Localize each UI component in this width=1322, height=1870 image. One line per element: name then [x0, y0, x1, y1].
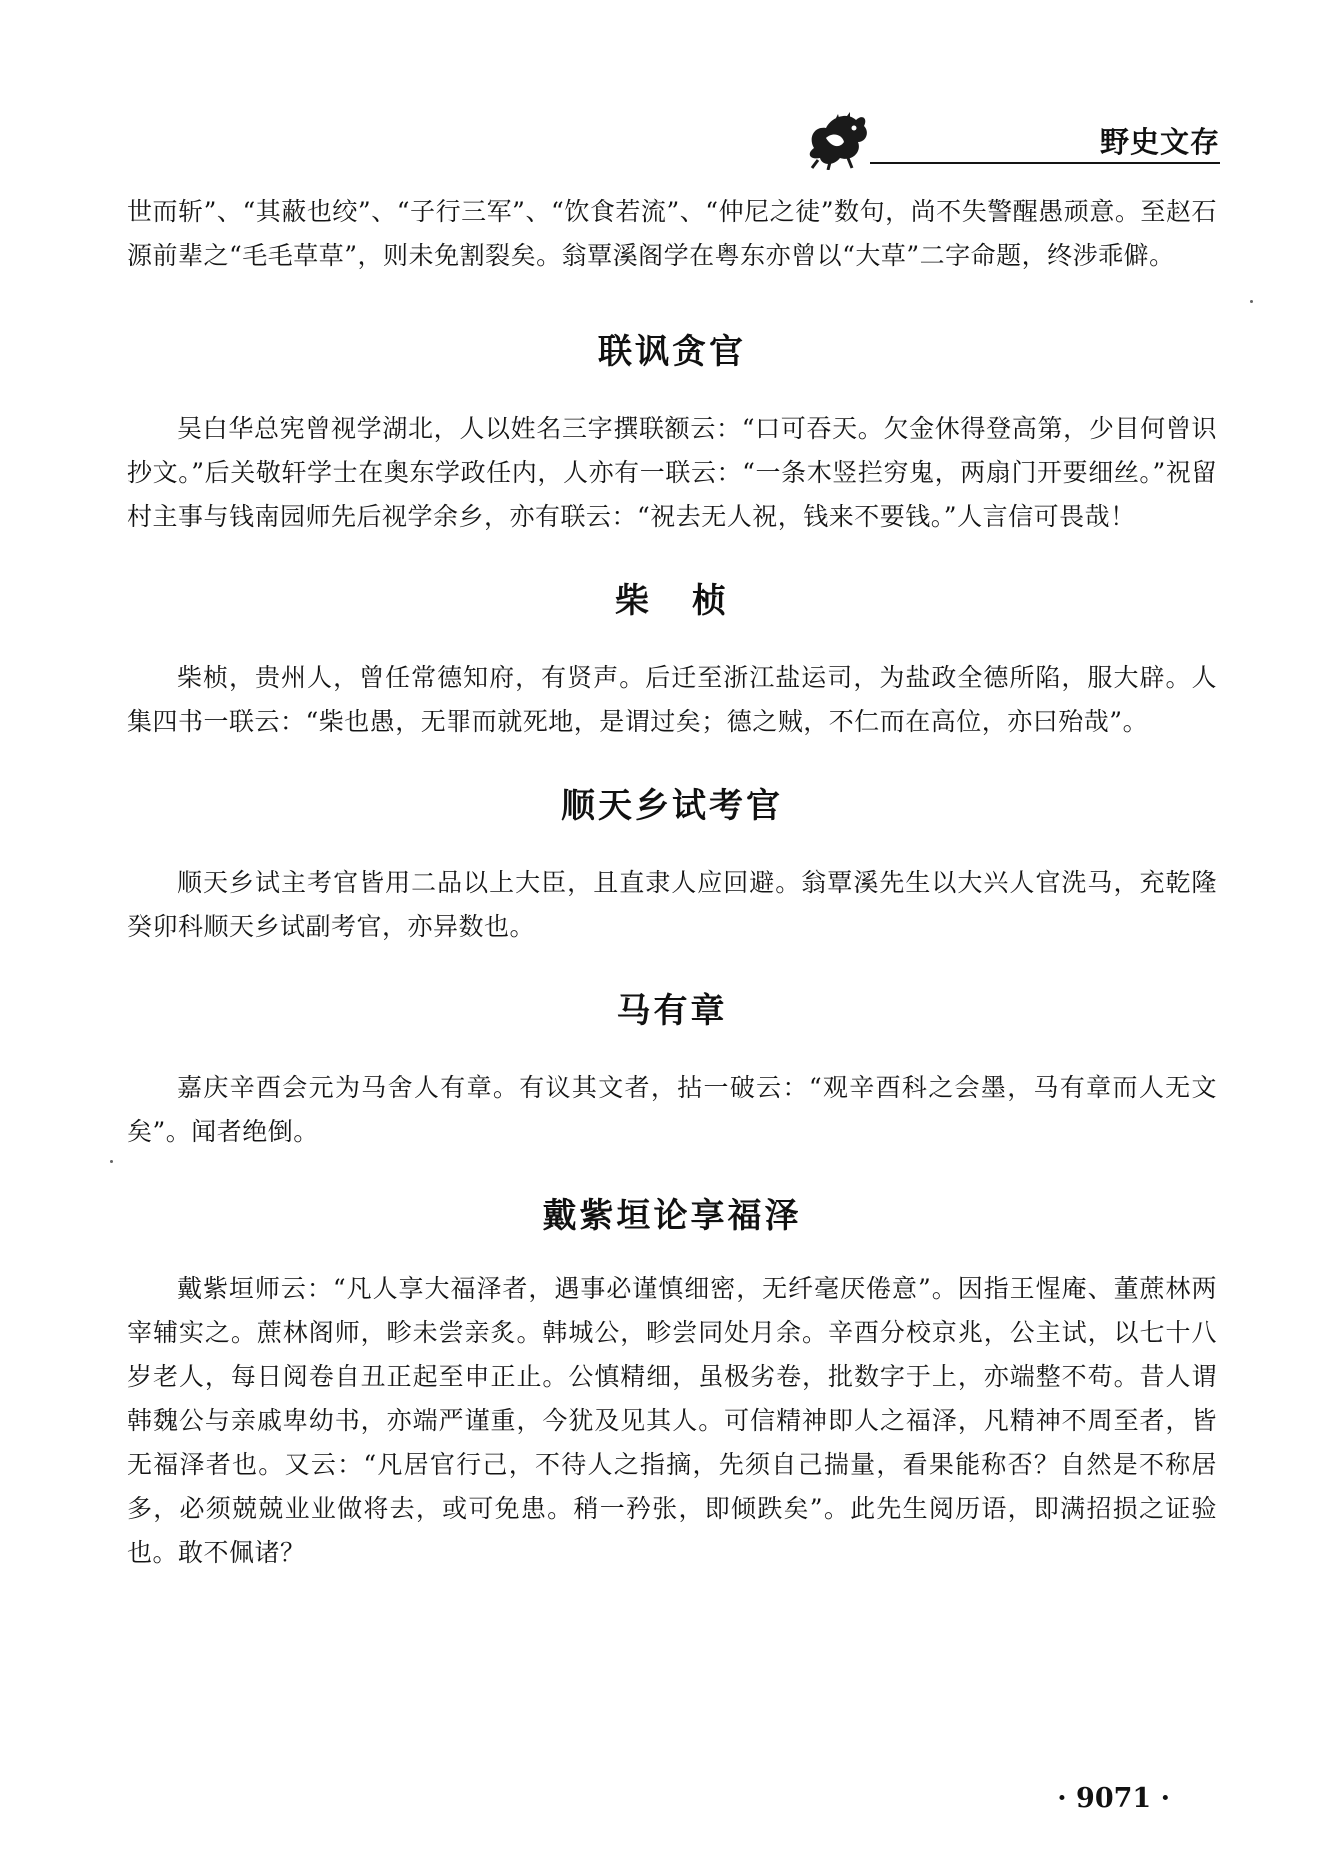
section-title: 顺天乡试考官: [561, 786, 783, 826]
section-paragraph: 顺天乡试主考官皆用二品以上大臣，且直隶人应回避。翁覃溪先生以大兴人官洗马，充乾隆癸卯科顺天乡试副考官，亦异数也。: [127, 868, 1217, 941]
section-paragraph: 吴白华总宪曾视学湖北，人以姓名三字撰联额云：“口可吞天。欠金休得登高第，少目何曾识抄文。”后关敬轩学士在奥东学政任内，人亦有一联云：“一条木竖拦穷鬼，两扇门开要细丝。”祝留村主事与钱南园师先后视学余乡，亦有联云：“祝去无人祝，钱来不要钱。”人言信可畏哉！: [127, 414, 1217, 531]
section-paragraph: 戴紫垣师云：“凡人享大福泽者，遇事必谨慎细密，无纤毫厌倦意”。因指王惺庵、董蔗林两宰辅实之。蔗林阁师，畛未尝亲炙。韩城公，畛尝同处月余。辛酉分校京兆，公主试，以七十八岁老人，每日阅卷自丑正起至申正止。公慎精细，虽极劣卷，批数字于上，亦端整不苟。昔人谓韩魏公与亲戚卑幼书，亦端严谨重，今犹及见其人。可信精神即人之福泽，凡精神不周至者，皆无福泽者也。又云：“凡居官行己，不待人之指摘，先须自己揣量，看果能称否？自然是不称居多，必须兢兢业业做将去，或可免患。稍一矜张，即倾跌矣”。此先生阅历语，即满招损之证验也。敢不佩诸？: [127, 1274, 1217, 1567]
series-title: 野史文存: [1099, 125, 1220, 159]
scan-speck: [110, 1160, 113, 1163]
section-title: 戴紫垣论享福泽: [542, 1196, 802, 1236]
section-title: [127, 573, 1217, 622]
section-title-part: 桢: [692, 581, 729, 621]
intro-paragraph: 世而斩”、“其蔽也绞”、“子行三军”、“饮食若流”、“仲尼之徒”数句，尚不失警醒愚顽意。至赵石源前辈之“毛毛草草”，则未免割裂矣。翁覃溪阁学在粤东亦曾以“大草”二字命题，终涉乖僻。: [127, 197, 1217, 270]
page-number: · 9071 ·: [1057, 1783, 1170, 1814]
section-paragraph: 嘉庆辛酉会元为马舍人有章。有议其文者，拈一破云：“观辛酉科之会墨，马有章而人无文矣”。闻者绝倒。: [127, 1073, 1217, 1146]
header-rule: [870, 162, 1220, 164]
section-title: 联讽贪官: [598, 332, 746, 372]
text-body: [127, 190, 1217, 1575]
scan-speck: [1250, 300, 1253, 303]
section-title: 马有章: [616, 991, 728, 1031]
dragon-icon: [804, 108, 870, 170]
section-paragraph: 柴桢，贵州人，曾任常德知府，有贤声。后迁至浙江盐运司，为盐政全德所陷，服大辟。人集四书一联云：“柴也愚，无罪而就死地，是谓过矣；德之贼，不仁而在高位，亦曰殆哉”。: [127, 663, 1217, 736]
running-header: [790, 104, 1220, 174]
section-title-part: 柴: [615, 581, 652, 621]
